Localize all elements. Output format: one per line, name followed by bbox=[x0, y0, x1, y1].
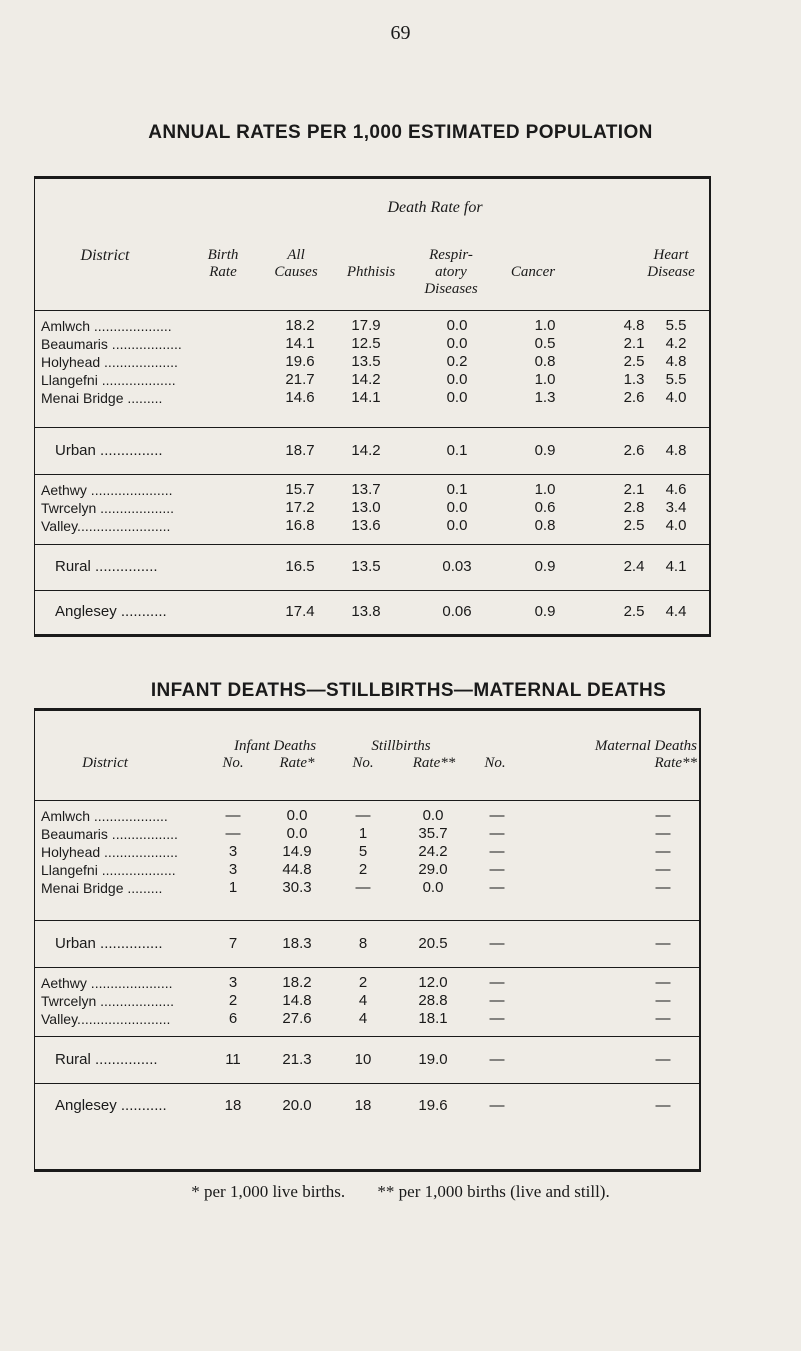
cell-value: — bbox=[355, 879, 371, 896]
table-row bbox=[35, 1010, 699, 1028]
cell-value: 0.0 bbox=[446, 371, 468, 388]
district-name: Anglesey ........... bbox=[55, 603, 167, 620]
cell-value: 0.06 bbox=[442, 603, 472, 620]
cancer-header: Cancer bbox=[510, 264, 556, 280]
cell-value: 1 bbox=[358, 825, 368, 842]
all-causes-header-line2: Causes bbox=[274, 264, 318, 280]
cell-value: 19.6 bbox=[285, 353, 315, 370]
cell-value: — bbox=[489, 861, 505, 878]
cell-value: — bbox=[489, 807, 505, 824]
cell-value: — bbox=[655, 825, 671, 842]
respiratory-header-line2: atory bbox=[435, 264, 467, 280]
birth-rate-header bbox=[193, 247, 253, 281]
cell-value: 21.3 bbox=[282, 1051, 312, 1068]
birth-rate-header-line2: Rate bbox=[209, 264, 237, 280]
maternal-no-header: No. bbox=[484, 755, 506, 771]
row-group bbox=[35, 1083, 699, 1128]
cell-value: 0.1 bbox=[446, 442, 468, 459]
cell-value: 5 bbox=[358, 843, 368, 860]
cell-value: 12.0 bbox=[418, 974, 448, 991]
cell-value: 14.8 bbox=[282, 992, 312, 1009]
cell-value: 17.9 bbox=[351, 317, 381, 334]
cell-value: 14.2 bbox=[351, 371, 381, 388]
table-row bbox=[35, 1051, 699, 1069]
phthisis-header: Phthisis bbox=[346, 264, 396, 280]
cell-value: 13.8 bbox=[351, 603, 381, 620]
cell-value: 16.5 bbox=[285, 558, 315, 575]
cell-value: — bbox=[355, 807, 371, 824]
cell-value: 2.5 bbox=[623, 517, 645, 534]
district-name: Holyhead ................... bbox=[41, 844, 178, 860]
cell-value: 0.1 bbox=[446, 481, 468, 498]
cell-value: 29.0 bbox=[418, 861, 448, 878]
table-row bbox=[35, 335, 709, 353]
district-header: District bbox=[80, 247, 130, 264]
cell-value: 16.8 bbox=[285, 517, 315, 534]
cell-value: 4.8 bbox=[665, 442, 687, 459]
infant-deaths-header bbox=[35, 711, 699, 801]
row-group bbox=[35, 427, 709, 475]
cell-value: 13.5 bbox=[351, 353, 381, 370]
cell-value: 10 bbox=[354, 1051, 372, 1068]
cell-value: 18.3 bbox=[282, 935, 312, 952]
cell-value: 4.0 bbox=[665, 389, 687, 406]
district-name: Valley........................ bbox=[41, 1011, 171, 1027]
cell-value: 13.7 bbox=[351, 481, 381, 498]
cell-value: 28.8 bbox=[418, 992, 448, 1009]
cell-value: — bbox=[655, 843, 671, 860]
maternal-rate-header: Rate** bbox=[654, 755, 697, 771]
table-row bbox=[35, 353, 709, 371]
cell-value: 0.0 bbox=[446, 317, 468, 334]
district-name: Twrcelyn ................... bbox=[41, 500, 175, 516]
cell-value: — bbox=[655, 879, 671, 896]
cell-value: — bbox=[489, 992, 505, 1009]
row-group bbox=[35, 590, 709, 634]
cell-value: — bbox=[655, 974, 671, 991]
cell-value: 14.6 bbox=[285, 389, 315, 406]
cell-value: 8 bbox=[358, 935, 368, 952]
annual-rates-heading: ANNUAL RATES PER 1,000 ESTIMATED POPULATION bbox=[148, 122, 653, 143]
table-row bbox=[35, 807, 699, 825]
table-row bbox=[35, 517, 709, 535]
district-name: Llangefni ................... bbox=[41, 372, 176, 388]
cell-value: — bbox=[225, 825, 241, 842]
heart-disease-header-line1: Heart bbox=[653, 247, 689, 263]
cell-value: 2 bbox=[228, 992, 238, 1009]
cell-value: 0.0 bbox=[446, 517, 468, 534]
table-row bbox=[35, 843, 699, 861]
district-name: Twrcelyn ................... bbox=[41, 993, 175, 1009]
district-name: Anglesey ........... bbox=[55, 1097, 167, 1114]
cell-value: 0.8 bbox=[534, 353, 556, 370]
table-row bbox=[35, 935, 699, 953]
cell-value: 13.5 bbox=[351, 558, 381, 575]
cell-value: 4.8 bbox=[665, 353, 687, 370]
district-name: Beaumaris .................. bbox=[41, 336, 182, 352]
all-causes-header-line1: All bbox=[287, 247, 305, 263]
page-number: 69 bbox=[390, 22, 411, 44]
heart-disease-header bbox=[631, 247, 711, 281]
cell-value: — bbox=[655, 1051, 671, 1068]
cell-value: 4 bbox=[358, 1010, 368, 1027]
footnote-all-births: ** per 1,000 births (live and still). bbox=[377, 1182, 610, 1201]
district-name: Urban ............... bbox=[55, 935, 163, 952]
cell-value: 2.1 bbox=[623, 335, 645, 352]
cell-value: 4.8 bbox=[623, 317, 645, 334]
cell-value: 17.4 bbox=[285, 603, 315, 620]
stillbirths-rate-header: Rate** bbox=[412, 755, 456, 771]
cell-value: — bbox=[655, 1097, 671, 1114]
cell-value: 0.9 bbox=[534, 603, 556, 620]
table-row bbox=[35, 861, 699, 879]
cell-value: 18.7 bbox=[285, 442, 315, 459]
cell-value: 0.6 bbox=[534, 499, 556, 516]
cell-value: — bbox=[489, 825, 505, 842]
infant-deaths-table bbox=[34, 708, 701, 1172]
stillbirths-no-header: No. bbox=[352, 755, 374, 771]
footnotes bbox=[0, 1182, 801, 1202]
district-name: Menai Bridge ......... bbox=[41, 390, 163, 406]
cell-value: 19.0 bbox=[418, 1051, 448, 1068]
infant-deaths-header-label: Infant Deaths bbox=[233, 738, 317, 754]
district-name: Amlwch .................... bbox=[41, 318, 172, 334]
infant-deaths-heading: INFANT DEATHS—STILLBIRTHS—MATERNAL DEATHS bbox=[150, 680, 667, 701]
cell-value: 35.7 bbox=[418, 825, 448, 842]
district-header: District bbox=[82, 755, 128, 771]
row-group bbox=[35, 544, 709, 591]
cell-value: 2 bbox=[358, 974, 368, 991]
cell-value: 17.2 bbox=[285, 499, 315, 516]
cell-value: 3 bbox=[228, 843, 238, 860]
respiratory-header-line1: Respir- bbox=[429, 247, 473, 263]
birth-rate-header-line1: Birth bbox=[207, 247, 239, 263]
district-name: Amlwch ................... bbox=[41, 808, 168, 824]
cell-value: 0.03 bbox=[442, 558, 472, 575]
cell-value: 1.0 bbox=[534, 481, 556, 498]
cell-value: 18.2 bbox=[282, 974, 312, 991]
cell-value: 4 bbox=[358, 992, 368, 1009]
cell-value: 4.6 bbox=[665, 481, 687, 498]
cell-value: 13.0 bbox=[351, 499, 381, 516]
row-group bbox=[35, 1036, 699, 1084]
cell-value: 0.2 bbox=[446, 353, 468, 370]
respiratory-header-line3: Diseases bbox=[424, 281, 478, 297]
cell-value: 4.0 bbox=[665, 517, 687, 534]
cell-value: 27.6 bbox=[282, 1010, 312, 1027]
row-group bbox=[35, 800, 699, 921]
cell-value: — bbox=[489, 1051, 505, 1068]
cell-value: — bbox=[655, 1010, 671, 1027]
cell-value: 1.0 bbox=[534, 371, 556, 388]
cell-value: — bbox=[489, 935, 505, 952]
cell-value: — bbox=[489, 843, 505, 860]
table-row bbox=[35, 558, 709, 576]
cell-value: 19.6 bbox=[418, 1097, 448, 1114]
cell-value: 1.0 bbox=[534, 317, 556, 334]
table-row bbox=[35, 1097, 699, 1115]
cell-value: 2.4 bbox=[623, 558, 645, 575]
cell-value: 1.3 bbox=[534, 389, 556, 406]
annual-rates-header bbox=[35, 179, 709, 311]
table-row bbox=[35, 992, 699, 1010]
cell-value: 44.8 bbox=[282, 861, 312, 878]
cell-value: 0.0 bbox=[422, 879, 444, 896]
cell-value: 1.3 bbox=[623, 371, 645, 388]
row-group bbox=[35, 474, 709, 545]
table-row bbox=[35, 481, 709, 499]
cell-value: 0.0 bbox=[446, 499, 468, 516]
cell-value: 2.8 bbox=[623, 499, 645, 516]
table-row bbox=[35, 442, 709, 460]
cell-value: 3.4 bbox=[665, 499, 687, 516]
district-name: Aethwy ..................... bbox=[41, 975, 173, 991]
cell-value: 2.5 bbox=[623, 603, 645, 620]
cell-value: 0.9 bbox=[534, 558, 556, 575]
cell-value: 0.0 bbox=[422, 807, 444, 824]
stillbirths-header-label: Stillbirths bbox=[371, 738, 431, 754]
district-name: Aethwy ..................... bbox=[41, 482, 173, 498]
cell-value: — bbox=[489, 1097, 505, 1114]
cell-value: 4.4 bbox=[665, 603, 687, 620]
cell-value: 2 bbox=[358, 861, 368, 878]
cell-value: 14.1 bbox=[285, 335, 315, 352]
respiratory-diseases-header bbox=[413, 247, 489, 298]
cell-value: 18 bbox=[354, 1097, 372, 1114]
cell-value: — bbox=[655, 861, 671, 878]
cell-value: 2.5 bbox=[623, 353, 645, 370]
cell-value: 2.6 bbox=[623, 442, 645, 459]
table-row bbox=[35, 603, 709, 621]
cell-value: 7 bbox=[228, 935, 238, 952]
cell-value: 18 bbox=[224, 1097, 242, 1114]
district-name: Holyhead ................... bbox=[41, 354, 178, 370]
cell-value: 0.0 bbox=[286, 825, 308, 842]
district-name: Rural ............... bbox=[55, 1051, 158, 1068]
cell-value: 21.7 bbox=[285, 371, 315, 388]
cell-value: 4.2 bbox=[665, 335, 687, 352]
all-causes-header bbox=[261, 247, 331, 281]
footnote-live-births: * per 1,000 live births. bbox=[191, 1182, 346, 1201]
cell-value: 0.0 bbox=[446, 335, 468, 352]
cell-value: 3 bbox=[228, 861, 238, 878]
maternal-deaths-header-label: Maternal Deaths bbox=[594, 738, 697, 754]
annual-rates-table bbox=[34, 176, 711, 637]
cell-value: 0.5 bbox=[534, 335, 556, 352]
cell-value: 5.5 bbox=[665, 371, 687, 388]
table-row bbox=[35, 974, 699, 992]
table-row bbox=[35, 499, 709, 517]
district-name: Menai Bridge ......... bbox=[41, 880, 163, 896]
district-name: Rural ............... bbox=[55, 558, 158, 575]
cell-value: 20.0 bbox=[282, 1097, 312, 1114]
district-name: Llangefni ................... bbox=[41, 862, 176, 878]
row-group bbox=[35, 967, 699, 1037]
cell-value: 0.0 bbox=[446, 389, 468, 406]
district-name: Urban ............... bbox=[55, 442, 163, 459]
cell-value: 30.3 bbox=[282, 879, 312, 896]
cell-value: 12.5 bbox=[351, 335, 381, 352]
cell-value: 4.1 bbox=[665, 558, 687, 575]
cell-value: 0.0 bbox=[286, 807, 308, 824]
cell-value: — bbox=[655, 807, 671, 824]
cell-value: 13.6 bbox=[351, 517, 381, 534]
cell-value: 3 bbox=[228, 974, 238, 991]
cell-value: 14.1 bbox=[351, 389, 381, 406]
cell-value: 1 bbox=[228, 879, 238, 896]
cell-value: — bbox=[489, 879, 505, 896]
infant-no-header: No. bbox=[222, 755, 244, 771]
cell-value: — bbox=[489, 1010, 505, 1027]
district-name: Valley........................ bbox=[41, 518, 171, 534]
cell-value: 2.1 bbox=[623, 481, 645, 498]
heart-disease-header-line2: Disease bbox=[647, 264, 695, 280]
table-row bbox=[35, 879, 699, 897]
cell-value: 0.9 bbox=[534, 442, 556, 459]
table-row bbox=[35, 825, 699, 843]
district-name: Beaumaris ................. bbox=[41, 826, 178, 842]
row-group bbox=[35, 920, 699, 968]
death-rate-for-header: Death Rate for bbox=[387, 199, 483, 216]
cell-value: 15.7 bbox=[285, 481, 315, 498]
cell-value: 18.1 bbox=[418, 1010, 448, 1027]
infant-rate-header: Rate* bbox=[279, 755, 315, 771]
cell-value: 14.2 bbox=[351, 442, 381, 459]
cell-value: 24.2 bbox=[418, 843, 448, 860]
cell-value: 11 bbox=[225, 1051, 241, 1068]
cell-value: 2.6 bbox=[623, 389, 645, 406]
cell-value: — bbox=[489, 974, 505, 991]
table-row bbox=[35, 389, 709, 407]
table-row bbox=[35, 317, 709, 335]
cell-value: 18.2 bbox=[285, 317, 315, 334]
cell-value: — bbox=[655, 992, 671, 1009]
table-row bbox=[35, 371, 709, 389]
cell-value: 14.9 bbox=[282, 843, 312, 860]
row-group bbox=[35, 310, 709, 428]
cell-value: 5.5 bbox=[665, 317, 687, 334]
cell-value: — bbox=[655, 935, 671, 952]
cell-value: 6 bbox=[228, 1010, 238, 1027]
cell-value: — bbox=[225, 807, 241, 824]
cell-value: 20.5 bbox=[418, 935, 448, 952]
cell-value: 0.8 bbox=[534, 517, 556, 534]
